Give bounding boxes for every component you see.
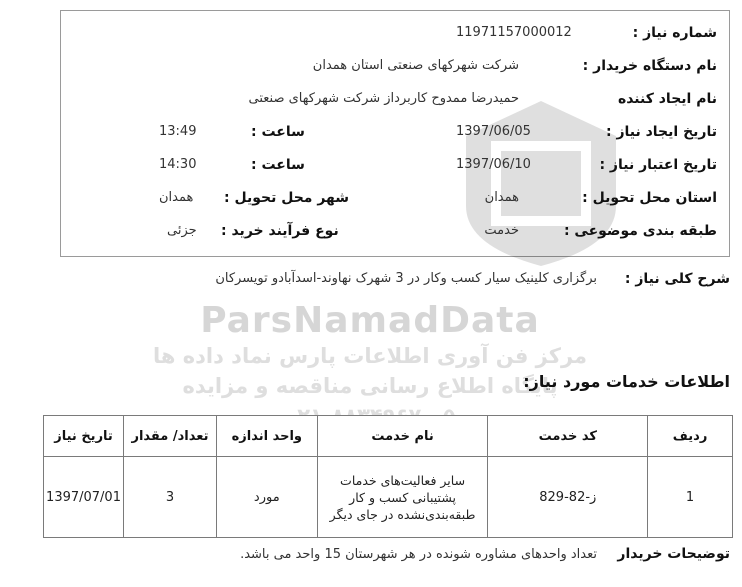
category-label: طبقه بندی موضوعی : bbox=[563, 223, 717, 239]
need-number-label: شماره نیاز : bbox=[632, 25, 717, 41]
delivery-province-value: همدان bbox=[484, 190, 519, 205]
delivery-city-value: همدان bbox=[159, 190, 194, 205]
header-unit: واحد اندازه bbox=[216, 416, 317, 457]
valid-time-value: 14:30 bbox=[159, 157, 197, 172]
summary-value: برگزاری کلینیک سیار کسب وکار در 3 شهرک نهاوند-اسدآبادو تویسرکان bbox=[215, 271, 597, 286]
services-section-title: اطلاعات خدمات مورد نیاز: bbox=[523, 372, 730, 391]
creator-label: نام ایجاد کننده bbox=[617, 91, 717, 107]
header-need-date: تاریخ نیاز bbox=[44, 416, 124, 457]
cell-service-name bbox=[317, 457, 488, 538]
valid-date-label: تاریخ اعتبار نیاز : bbox=[599, 157, 717, 173]
cell-need-date: 1397/07/01 bbox=[44, 457, 124, 538]
watermark-seal-icon bbox=[456, 96, 626, 271]
service-name-line-3: طبقه‌بندی‌نشده در جای دیگر bbox=[329, 506, 476, 522]
header-quantity: تعداد/ مقدار bbox=[124, 416, 217, 457]
valid-time-label: ساعت : bbox=[251, 157, 305, 173]
watermark bbox=[150, 300, 590, 431]
valid-date-value: 1397/06/10 bbox=[456, 157, 531, 172]
buyer-notes-label: توضیحات خریدار bbox=[617, 546, 730, 562]
services-table bbox=[43, 415, 733, 538]
summary-label: شرح کلی نیاز : bbox=[624, 271, 730, 287]
buyer-notes-text: تعداد واحدهای مشاوره شونده در هر شهرستان 15 واحد می باشد. bbox=[240, 547, 597, 562]
watermark-line-2: پایگاه اطلاع رسانی مناقصه و مزایده bbox=[182, 374, 558, 398]
created-time-value: 13:49 bbox=[159, 124, 197, 139]
watermark-line-1: مرکز فن آوری اطلاعات پارس نماد داده ها bbox=[152, 344, 588, 368]
delivery-province-label: استان محل تحویل : bbox=[582, 190, 717, 206]
header-row-number: ردیف bbox=[648, 416, 733, 457]
cell-row-number: 1 bbox=[648, 457, 733, 538]
buyer-org-label: نام دستگاه خریدار : bbox=[582, 58, 717, 74]
table-row bbox=[44, 457, 733, 538]
cell-quantity: 3 bbox=[124, 457, 217, 538]
delivery-city-label: شهر محل تحویل : bbox=[224, 190, 350, 206]
need-number-value: 11971157000012 bbox=[456, 25, 572, 40]
purchase-type-label: نوع فرآیند خرید : bbox=[221, 223, 339, 239]
purchase-type-value: جزئی bbox=[167, 223, 197, 238]
service-name-line-2: پشتیبانی کسب و کار bbox=[349, 489, 456, 505]
category-value: خدمت bbox=[484, 223, 519, 238]
header-service-name: نام خدمت bbox=[317, 416, 488, 457]
creator-value: حمیدرضا ممدوح کاربرداز شرکت شهرکهای صنعتی bbox=[248, 91, 519, 106]
created-time-label: ساعت : bbox=[251, 124, 305, 140]
service-name-line-1: سایر فعالیت‌های خدمات bbox=[340, 472, 466, 488]
cell-service-code: ز-82-829 bbox=[488, 457, 648, 538]
buyer-org-value: شرکت شهرکهای صنعتی استان همدان bbox=[312, 58, 519, 73]
created-date-value: 1397/06/05 bbox=[456, 124, 531, 139]
created-date-label: تاریخ ایجاد نیاز : bbox=[605, 124, 717, 140]
header-service-code: کد خدمت bbox=[488, 416, 648, 457]
services-header-row bbox=[44, 416, 733, 457]
watermark-brand: ParsNamadData bbox=[200, 300, 540, 341]
cell-unit: مورد bbox=[216, 457, 317, 538]
need-info-box bbox=[60, 10, 730, 257]
